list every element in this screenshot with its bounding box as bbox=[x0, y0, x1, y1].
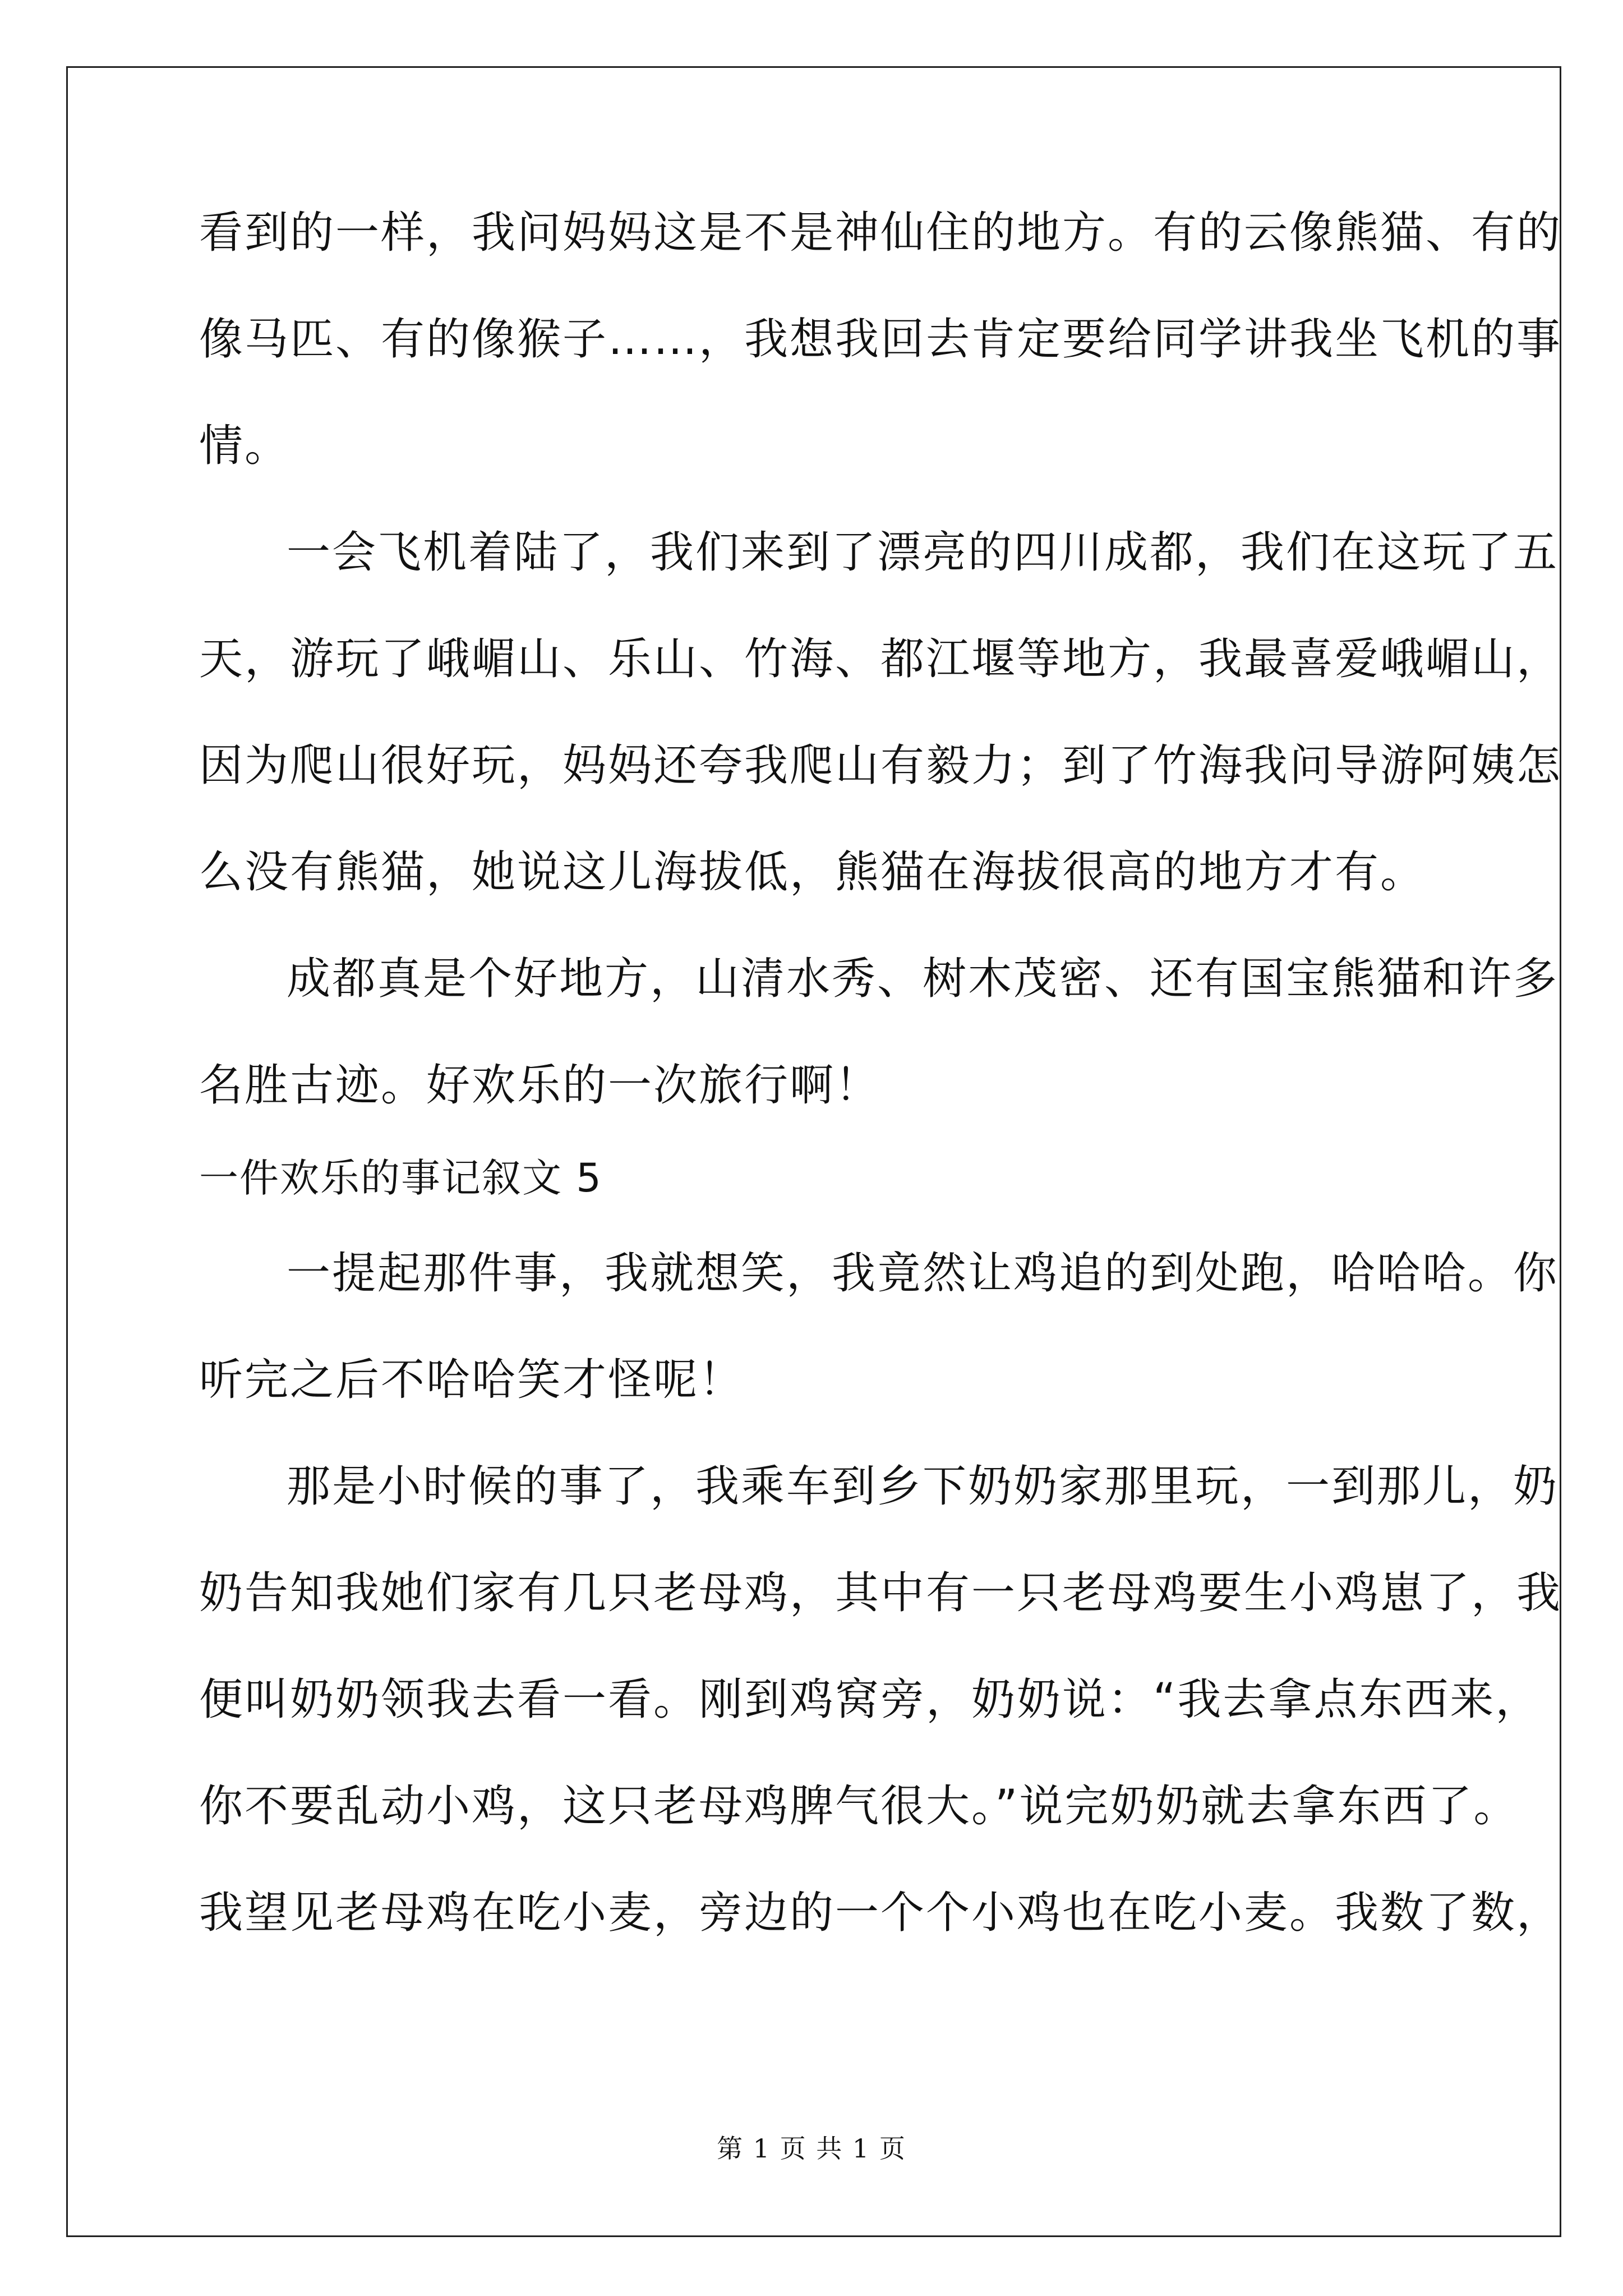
text-line: 奶告知我她们家有几只老母鸡，其中有一只老母鸡要生小鸡崽了，我 bbox=[199, 1568, 1562, 1618]
paragraph-start-line: 一提起那件事，我就想笑，我竟然让鸡追的到处跑，哈哈哈。你 bbox=[287, 1248, 1559, 1299]
text-line: 你不要乱动小鸡，这只老母鸡脾气很大。”说完奶奶就去拿东西了。 bbox=[199, 1781, 1519, 1832]
text-line: 天，游玩了峨嵋山、乐山、竹海、都江堰等地方，我最喜爱峨嵋山， bbox=[199, 634, 1562, 684]
text-line: 因为爬山很好玩，妈妈还夸我爬山有毅力；到了竹海我问导游阿姨怎 bbox=[199, 740, 1562, 791]
text-line: 像马匹、有的像猴子……，我想我回去肯定要给同学讲我坐飞机的事 bbox=[199, 314, 1562, 365]
text-line: 我望见老母鸡在吃小麦，旁边的一个个小鸡也在吃小麦。我数了数， bbox=[199, 1888, 1562, 1938]
text-line: 听完之后不哈哈笑才怪呢！ bbox=[199, 1355, 745, 1405]
text-line: 看到的一样，我问妈妈这是不是神仙住的地方。有的云像熊猫、有的 bbox=[199, 208, 1562, 258]
paragraph-start-line: 一会飞机着陆了，我们来到了漂亮的四川成都，我们在这玩了五 bbox=[287, 527, 1559, 578]
text-line: 情。 bbox=[199, 421, 291, 471]
page-number-footer: 第 1 页 共 1 页 bbox=[717, 2133, 906, 2164]
paragraph-start-line: 那是小时候的事了，我乘车到乡下奶奶家那里玩，一到那儿，奶 bbox=[287, 1461, 1559, 1512]
text-line: 便叫奶奶领我去看一看。刚到鸡窝旁，奶奶说：“我去拿点东西来， bbox=[199, 1674, 1541, 1725]
text-line: 名胜古迹。好欢乐的一次旅行啊！ bbox=[199, 1060, 881, 1111]
text-line: 么没有熊猫，她说这儿海拔低，熊猫在海拔很高的地方才有。 bbox=[199, 847, 1426, 898]
section-heading: 一件欢乐的事记叙文 5 bbox=[199, 1155, 602, 1201]
paragraph-start-line: 成都真是个好地方，山清水秀、树木茂密、还有国宝熊猫和许多 bbox=[287, 954, 1559, 1004]
